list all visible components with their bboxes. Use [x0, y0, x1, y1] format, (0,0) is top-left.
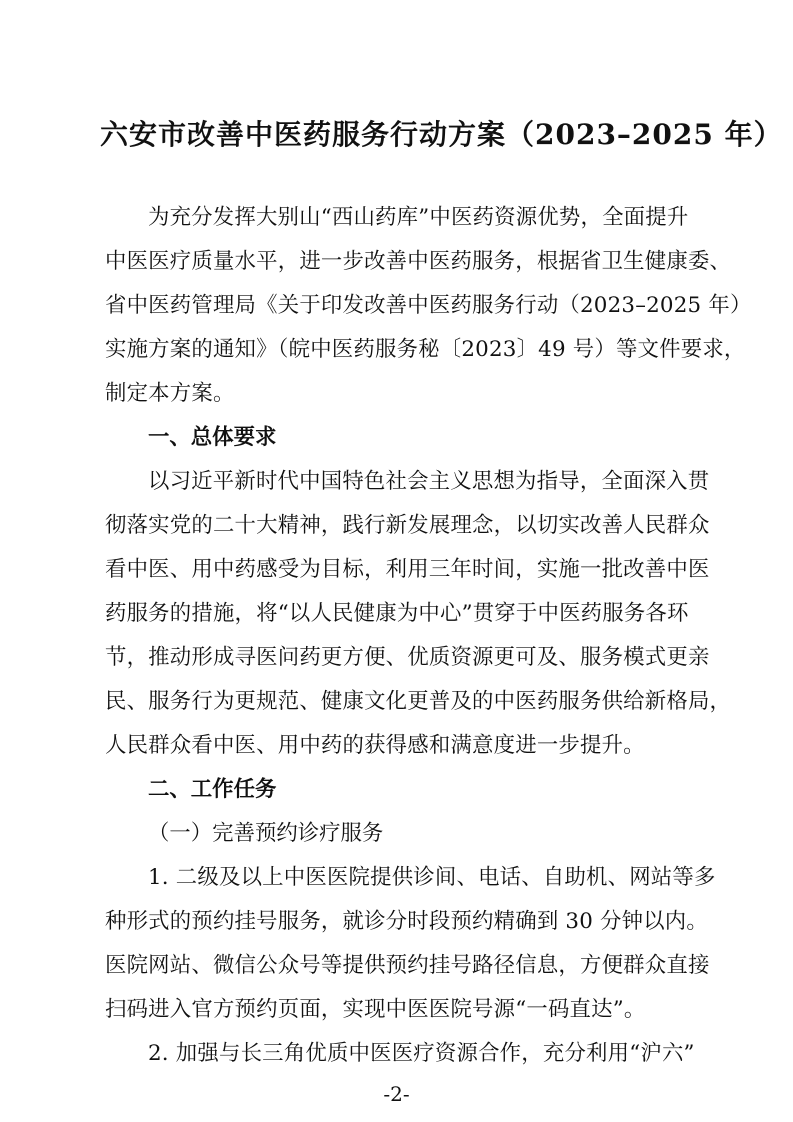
paragraph-line: 人民群众看中医、用中药的获得感和满意度进一步提升。	[105, 733, 645, 758]
paragraph-line: 药服务的措施，将“以人民健康为中心”贯穿于中医药服务各环	[105, 601, 689, 626]
paragraph-line: 彻落实党的二十大精神，践行新发展理念，以切实改善人民群众	[105, 513, 710, 538]
paragraph-line: 以习近平新时代中国特色社会主义思想为指导，全面深入贯	[148, 469, 710, 494]
paragraph-line: 1. 二级及以上中医医院提供诊间、电话、自助机、网站等多	[148, 865, 716, 890]
paragraph-line: 民、服务行为更规范、健康文化更普及的中医药服务供给新格局，	[105, 689, 732, 714]
paragraph-line: 医院网站、微信公众号等提供预约挂号路径信息，方便群众直接	[105, 953, 710, 978]
subsection-heading: （一）完善预约诊疗服务	[148, 821, 384, 846]
section-heading: 一、总体要求	[148, 425, 277, 450]
section-heading: 二、工作任务	[148, 777, 277, 802]
paragraph-line: 为充分发挥大别山“西山药库”中医药资源优势，全面提升	[148, 205, 689, 230]
paragraph-line: 种形式的预约挂号服务，就诊分时段预约精确到 30 分钟以内。	[105, 909, 708, 934]
paragraph-line: 2. 加强与长三角优质中医医疗资源合作，充分利用“沪六”	[148, 1041, 695, 1066]
paragraph-line: 制定本方案。	[105, 381, 235, 406]
page-number: -2-	[383, 1082, 410, 1106]
document-title: 六安市改善中医药服务行动方案（2023–2025 年）	[100, 118, 783, 151]
paragraph-line: 节，推动形成寻医问药更方便、优质资源更可及、服务模式更亲	[105, 645, 710, 670]
paragraph-line: 省中医药管理局《关于印发改善中医药服务行动（2023–2025 年）	[105, 293, 752, 318]
paragraph-line: 中医医疗质量水平，进一步改善中医药服务，根据省卫生健康委、	[105, 249, 732, 274]
paragraph-line: 扫码进入官方预约页面，实现中医医院号源“一码直达”。	[105, 997, 646, 1022]
paragraph-line: 实施方案的通知》（皖中医药服务秘〔2023〕49 号）等文件要求，	[105, 337, 746, 362]
paragraph-line: 看中医、用中药感受为目标，利用三年时间，实施一批改善中医	[105, 557, 710, 582]
